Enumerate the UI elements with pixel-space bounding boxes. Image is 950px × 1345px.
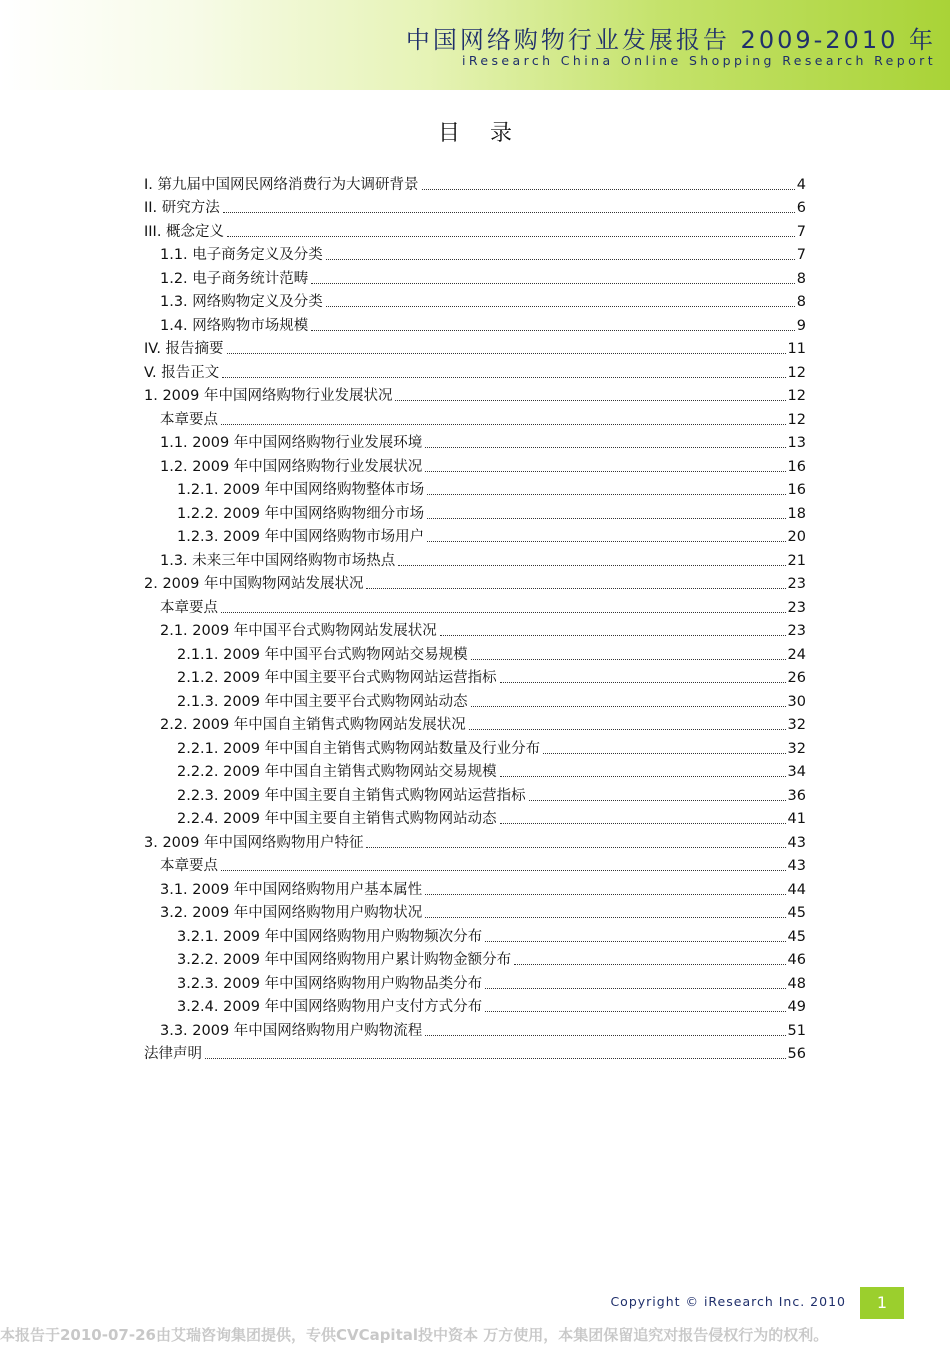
toc-dot-leader: [427, 540, 785, 542]
toc-entry-page: 20: [787, 529, 806, 545]
toc-entry-label: V. 报告正文: [144, 364, 220, 381]
toc-dot-leader: [500, 681, 786, 683]
toc-entry-label: 2.1.1. 2009 年中国平台式购物网站交易规模: [177, 646, 468, 663]
toc-dot-leader: [398, 564, 785, 566]
toc-dot-leader: [366, 587, 785, 589]
toc-entry-page: 7: [796, 247, 806, 263]
toc-dot-leader: [500, 822, 786, 824]
toc-entry-page: 44: [787, 881, 806, 898]
toc-entry-page: 9: [796, 317, 806, 334]
toc-entry-page: 23: [787, 623, 806, 639]
toc-dot-leader: [311, 282, 794, 284]
toc-entry-label: 1.2.3. 2009 年中国网络购物市场用户: [177, 529, 425, 545]
toc-entry-label: 3.2.1. 2009 年中国网络购物用户购物频次分布: [177, 928, 483, 945]
toc-entry-label: 本章要点: [160, 411, 218, 428]
toc-entry[interactable]: [144, 358, 806, 382]
toc-entry-page: 26: [787, 670, 806, 686]
toc-entry-page: 8: [796, 270, 806, 287]
toc-entry-page: 16: [787, 458, 806, 475]
toc-dot-leader: [227, 352, 786, 354]
toc-entry-label: IV. 报告摘要: [144, 341, 224, 357]
toc-entry-label: 2.2.3. 2009 年中国主要自主销售式购物网站运营指标: [177, 787, 526, 804]
toc-entry-label: 1. 2009 年中国网络购物行业发展状况: [144, 388, 393, 404]
toc-dot-leader: [425, 1034, 785, 1036]
toc-entry-label: 1.3. 未来三年中国网络购物市场热点: [160, 552, 396, 569]
toc-entry-page: 36: [787, 787, 806, 804]
toc-entry[interactable]: [144, 711, 806, 735]
toc-entry-label: 3. 2009 年中国网络购物用户特征: [144, 834, 364, 851]
toc-entry-label: 2.1.3. 2009 年中国主要平台式购物网站动态: [177, 693, 468, 710]
toc-dot-leader: [223, 211, 795, 213]
toc-dot-leader: [514, 963, 785, 965]
toc-dot-leader: [469, 728, 786, 730]
toc-entry[interactable]: [144, 781, 806, 805]
toc-entry-page: 43: [787, 858, 806, 874]
toc-dot-leader: [425, 446, 785, 448]
toc-dot-leader: [425, 893, 785, 895]
toc-entry-label: 3.3. 2009 年中国网络购物用户购物流程: [160, 1022, 423, 1039]
toc-dot-leader: [222, 376, 785, 378]
toc-dot-leader: [427, 517, 785, 519]
toc-entry-label: 3.2.2. 2009 年中国网络购物用户累计购物金额分布: [177, 952, 512, 968]
toc-entry-page: 23: [787, 576, 806, 592]
toc-entry[interactable]: [144, 734, 806, 758]
toc-entry[interactable]: [144, 382, 806, 406]
toc-entry-page: 49: [787, 999, 806, 1015]
toc-entry-page: 8: [796, 294, 806, 310]
toc-entry-page: 45: [787, 928, 806, 945]
report-title: 中国网络购物行业发展报告 2009-2010 年: [405, 26, 936, 54]
toc-entry-page: 32: [787, 717, 806, 733]
page-title: 目录: [437, 121, 542, 146]
toc-entry[interactable]: [144, 546, 806, 570]
toc-entry-page: 34: [787, 764, 806, 780]
toc-entry-page: 12: [787, 411, 806, 428]
toc-entry-label: 2.2. 2009 年中国自主销售式购物网站发展状况: [160, 717, 466, 733]
toc-entry[interactable]: [144, 311, 806, 335]
toc-entry[interactable]: [144, 194, 806, 218]
toc-entry-page: 12: [787, 364, 806, 381]
toc-dot-leader: [427, 493, 785, 495]
toc-entry-page: 30: [787, 693, 806, 710]
toc-dot-leader: [221, 869, 786, 871]
toc-entry-label: 2.2.1. 2009 年中国自主销售式购物网站数量及行业分布: [177, 740, 541, 757]
toc-dot-leader: [205, 1057, 786, 1059]
toc-entry[interactable]: [144, 640, 806, 664]
toc-entry[interactable]: [144, 476, 806, 500]
toc-dot-leader: [425, 470, 785, 472]
toc-entry-page: 18: [787, 505, 806, 522]
toc-entry-label: 1.4. 网络购物市场规模: [160, 317, 309, 334]
toc-entry-page: 43: [787, 834, 806, 851]
toc-dot-leader: [326, 258, 795, 260]
toc-entry-page: 6: [796, 200, 806, 216]
toc-dot-leader: [529, 799, 786, 801]
toc-entry-page: 56: [787, 1046, 806, 1062]
toc-entry[interactable]: [144, 758, 806, 782]
toc-entry-page: 41: [787, 811, 806, 827]
toc-entry-page: 7: [796, 223, 806, 240]
watermark-text: 本报告于2010-07-26由艾瑞咨询集团提供，专供CVCapital投中资本 万方使用，本集团保留追究对报告侵权行为的权利。: [0, 1326, 829, 1344]
toc-dot-leader: [366, 846, 785, 848]
toc-entry-label: 3.2.4. 2009 年中国网络购物用户支付方式分布: [177, 999, 483, 1015]
toc-entry-page: 16: [787, 482, 806, 498]
toc-entry[interactable]: [144, 875, 806, 899]
toc-entry[interactable]: [144, 946, 806, 970]
toc-dot-leader: [471, 705, 786, 707]
toc-dot-leader: [440, 634, 786, 636]
toc-entry[interactable]: [144, 922, 806, 946]
toc-entry[interactable]: [144, 969, 806, 993]
toc-entry[interactable]: [144, 288, 806, 312]
toc-entry-label: I. 第九届中国网民网络消费行为大调研背景: [144, 176, 419, 193]
toc-entry-label: II. 研究方法: [144, 200, 220, 216]
toc-entry[interactable]: [144, 805, 806, 829]
toc-entry-page: 11: [787, 341, 806, 357]
toc-dot-leader: [422, 188, 795, 190]
toc-entry-label: 1.2. 电子商务统计范畴: [160, 270, 309, 287]
toc-entry-label: 1.2. 2009 年中国网络购物行业发展状况: [160, 458, 423, 475]
toc-entry-label: 3.2. 2009 年中国网络购物用户购物状况: [160, 905, 423, 921]
toc-entry[interactable]: [144, 429, 806, 453]
toc-entry-label: 2.1.2. 2009 年中国主要平台式购物网站运营指标: [177, 670, 497, 686]
toc-dot-leader: [500, 775, 786, 777]
toc-entry[interactable]: [144, 687, 806, 711]
toc-entry-label: 本章要点: [160, 858, 218, 874]
toc-entry-page: 12: [787, 388, 806, 404]
toc-entry-page: 51: [787, 1022, 806, 1039]
page-number: 1: [860, 1287, 904, 1319]
toc-entry[interactable]: [144, 828, 806, 852]
toc-entry-label: 2.1. 2009 年中国平台式购物网站发展状况: [160, 623, 437, 639]
toc-entry[interactable]: [144, 217, 806, 241]
toc-dot-leader: [485, 1010, 785, 1012]
toc-entry-page: 4: [796, 176, 806, 193]
toc-dot-leader: [221, 423, 786, 425]
toc-entry[interactable]: [144, 1016, 806, 1040]
toc-entry-label: 1.2.2. 2009 年中国网络购物细分市场: [177, 505, 425, 522]
toc-entry[interactable]: [144, 664, 806, 688]
toc-entry-page: 46: [787, 952, 806, 968]
toc-dot-leader: [485, 940, 785, 942]
toc-entry[interactable]: [144, 499, 806, 523]
report-subtitle: iResearch China Online Shopping Research Report: [462, 53, 936, 68]
toc-entry-label: 本章要点: [160, 599, 218, 616]
toc-entry[interactable]: [144, 405, 806, 429]
toc-dot-leader: [227, 235, 795, 237]
toc-dot-leader: [425, 916, 785, 918]
toc-entry-label: 1.2.1. 2009 年中国网络购物整体市场: [177, 482, 425, 498]
toc-entry-label: III. 概念定义: [144, 223, 225, 240]
toc-entry-label: 3.2.3. 2009 年中国网络购物用户购物品类分布: [177, 975, 483, 992]
toc-entry-page: 24: [787, 646, 806, 663]
table-of-contents: [144, 170, 806, 1063]
toc-dot-leader: [543, 752, 785, 754]
toc-entry[interactable]: [144, 523, 806, 547]
toc-dot-leader: [395, 399, 785, 401]
toc-entry[interactable]: [144, 335, 806, 359]
toc-entry-page: 32: [787, 740, 806, 757]
toc-dot-leader: [471, 658, 786, 660]
toc-entry-page: 45: [787, 905, 806, 921]
toc-entry-page: 23: [787, 599, 806, 616]
toc-entry[interactable]: [144, 852, 806, 876]
copyright-text: Copyright © iResearch Inc. 2010: [610, 1294, 846, 1309]
toc-entry[interactable]: [144, 593, 806, 617]
toc-entry[interactable]: [144, 170, 806, 194]
toc-entry-label: 2. 2009 年中国购物网站发展状况: [144, 576, 364, 592]
toc-entry-label: 2.2.4. 2009 年中国主要自主销售式购物网站动态: [177, 811, 497, 827]
toc-entry-page: 21: [787, 552, 806, 569]
toc-entry-label: 1.3. 网络购物定义及分类: [160, 294, 323, 310]
toc-entry[interactable]: [144, 1040, 806, 1064]
toc-dot-leader: [221, 611, 786, 613]
toc-entry-page: 48: [787, 975, 806, 992]
toc-entry[interactable]: [144, 570, 806, 594]
toc-entry-label: 1.1. 电子商务定义及分类: [160, 247, 323, 263]
toc-entry-label: 3.1. 2009 年中国网络购物用户基本属性: [160, 881, 423, 898]
toc-entry[interactable]: [144, 899, 806, 923]
toc-entry[interactable]: [144, 264, 806, 288]
toc-entry-label: 2.2.2. 2009 年中国自主销售式购物网站交易规模: [177, 764, 497, 780]
toc-entry-page: 13: [787, 435, 806, 451]
toc-entry[interactable]: [144, 452, 806, 476]
toc-entry[interactable]: [144, 617, 806, 641]
toc-dot-leader: [326, 305, 795, 307]
toc-dot-leader: [485, 987, 785, 989]
toc-dot-leader: [311, 329, 794, 331]
toc-entry[interactable]: [144, 993, 806, 1017]
toc-entry-label: 1.1. 2009 年中国网络购物行业发展环境: [160, 435, 423, 451]
toc-entry-label: 法律声明: [144, 1046, 202, 1062]
toc-entry[interactable]: [144, 241, 806, 265]
